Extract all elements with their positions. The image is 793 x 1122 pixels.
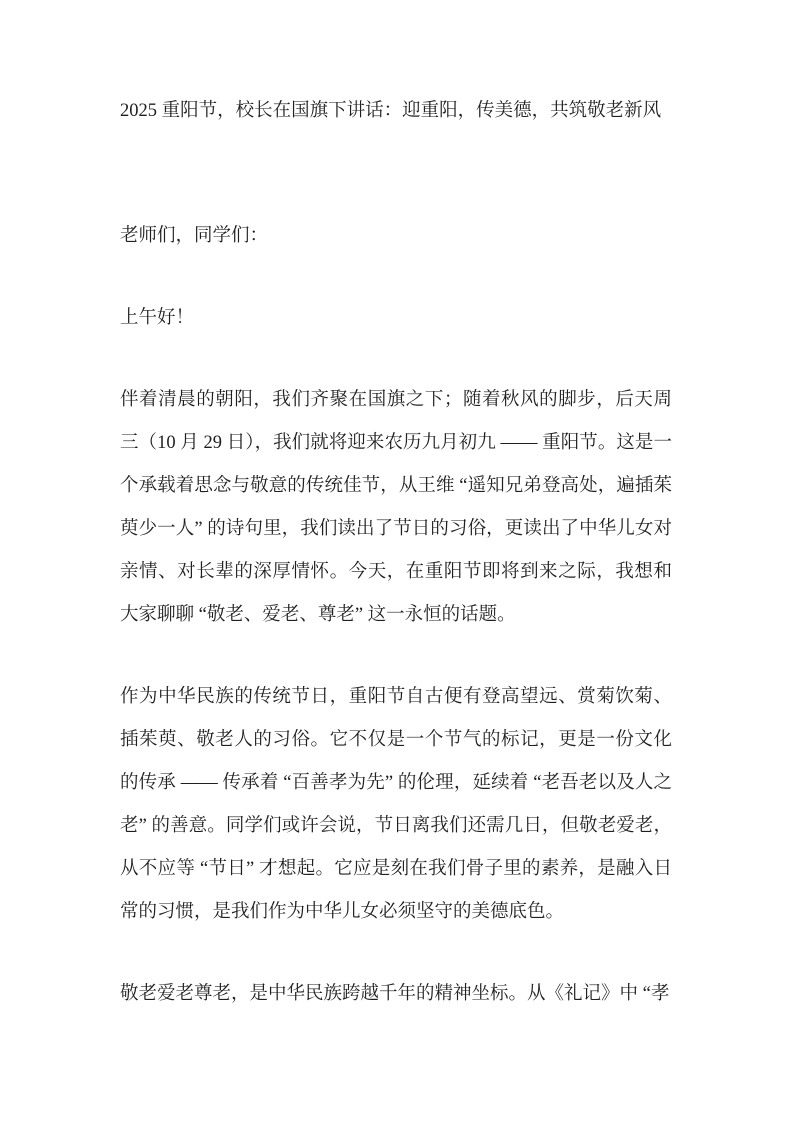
document-title: 2025 重阳节，校长在国旗下讲话：迎重阳，传美德，共筑敬老新风: [120, 101, 662, 121]
greeting-line: 上午好！: [120, 308, 195, 328]
body-paragraph: 敬老爱老尊老，是中华民族跨越千年的精神坐标。从《礼记》中 “孝: [120, 984, 670, 1004]
salutation-line: 老师们，同学们：: [120, 226, 269, 246]
document-body: [120, 379, 672, 1016]
body-paragraph: 作为中华民族的传统节日，重阳节自古便有登高望远、赏菊饮菊、插茱萸、敬老人的习俗。它不仅是一个节气的标记，更是一份文化的传承 —— 传承着 “百善孝为先” 的伦理，延续着 “老吾老以及人之老” 的善意。同学们或许会说，节日离我们还需几日，但敬老爱老，从不应等 “节日” 才想起。它应是刻在我们骨子里的素养，是融入日常的习惯，是我们作为中华儿女必须坚守的美德底色。: [120, 687, 672, 922]
body-paragraph: 伴着清晨的朝阳，我们齐聚在国旗之下；随着秋风的脚步，后天周三（10 月 29 日），我们就将迎来农历九月初九 —— 重阳节。这是一个承载着思念与敬意的传统佳节，从王维 “遥知兄弟登高处，遍插茱萸少一人” 的诗句里，我们读出了节日的习俗，更读出了中华儿女对亲情、对长辈的深厚情怀。今天，在重阳节即将到来之际，我想和大家聊聊 “敬老、爱老、尊老” 这一永恒的话题。: [120, 390, 672, 625]
